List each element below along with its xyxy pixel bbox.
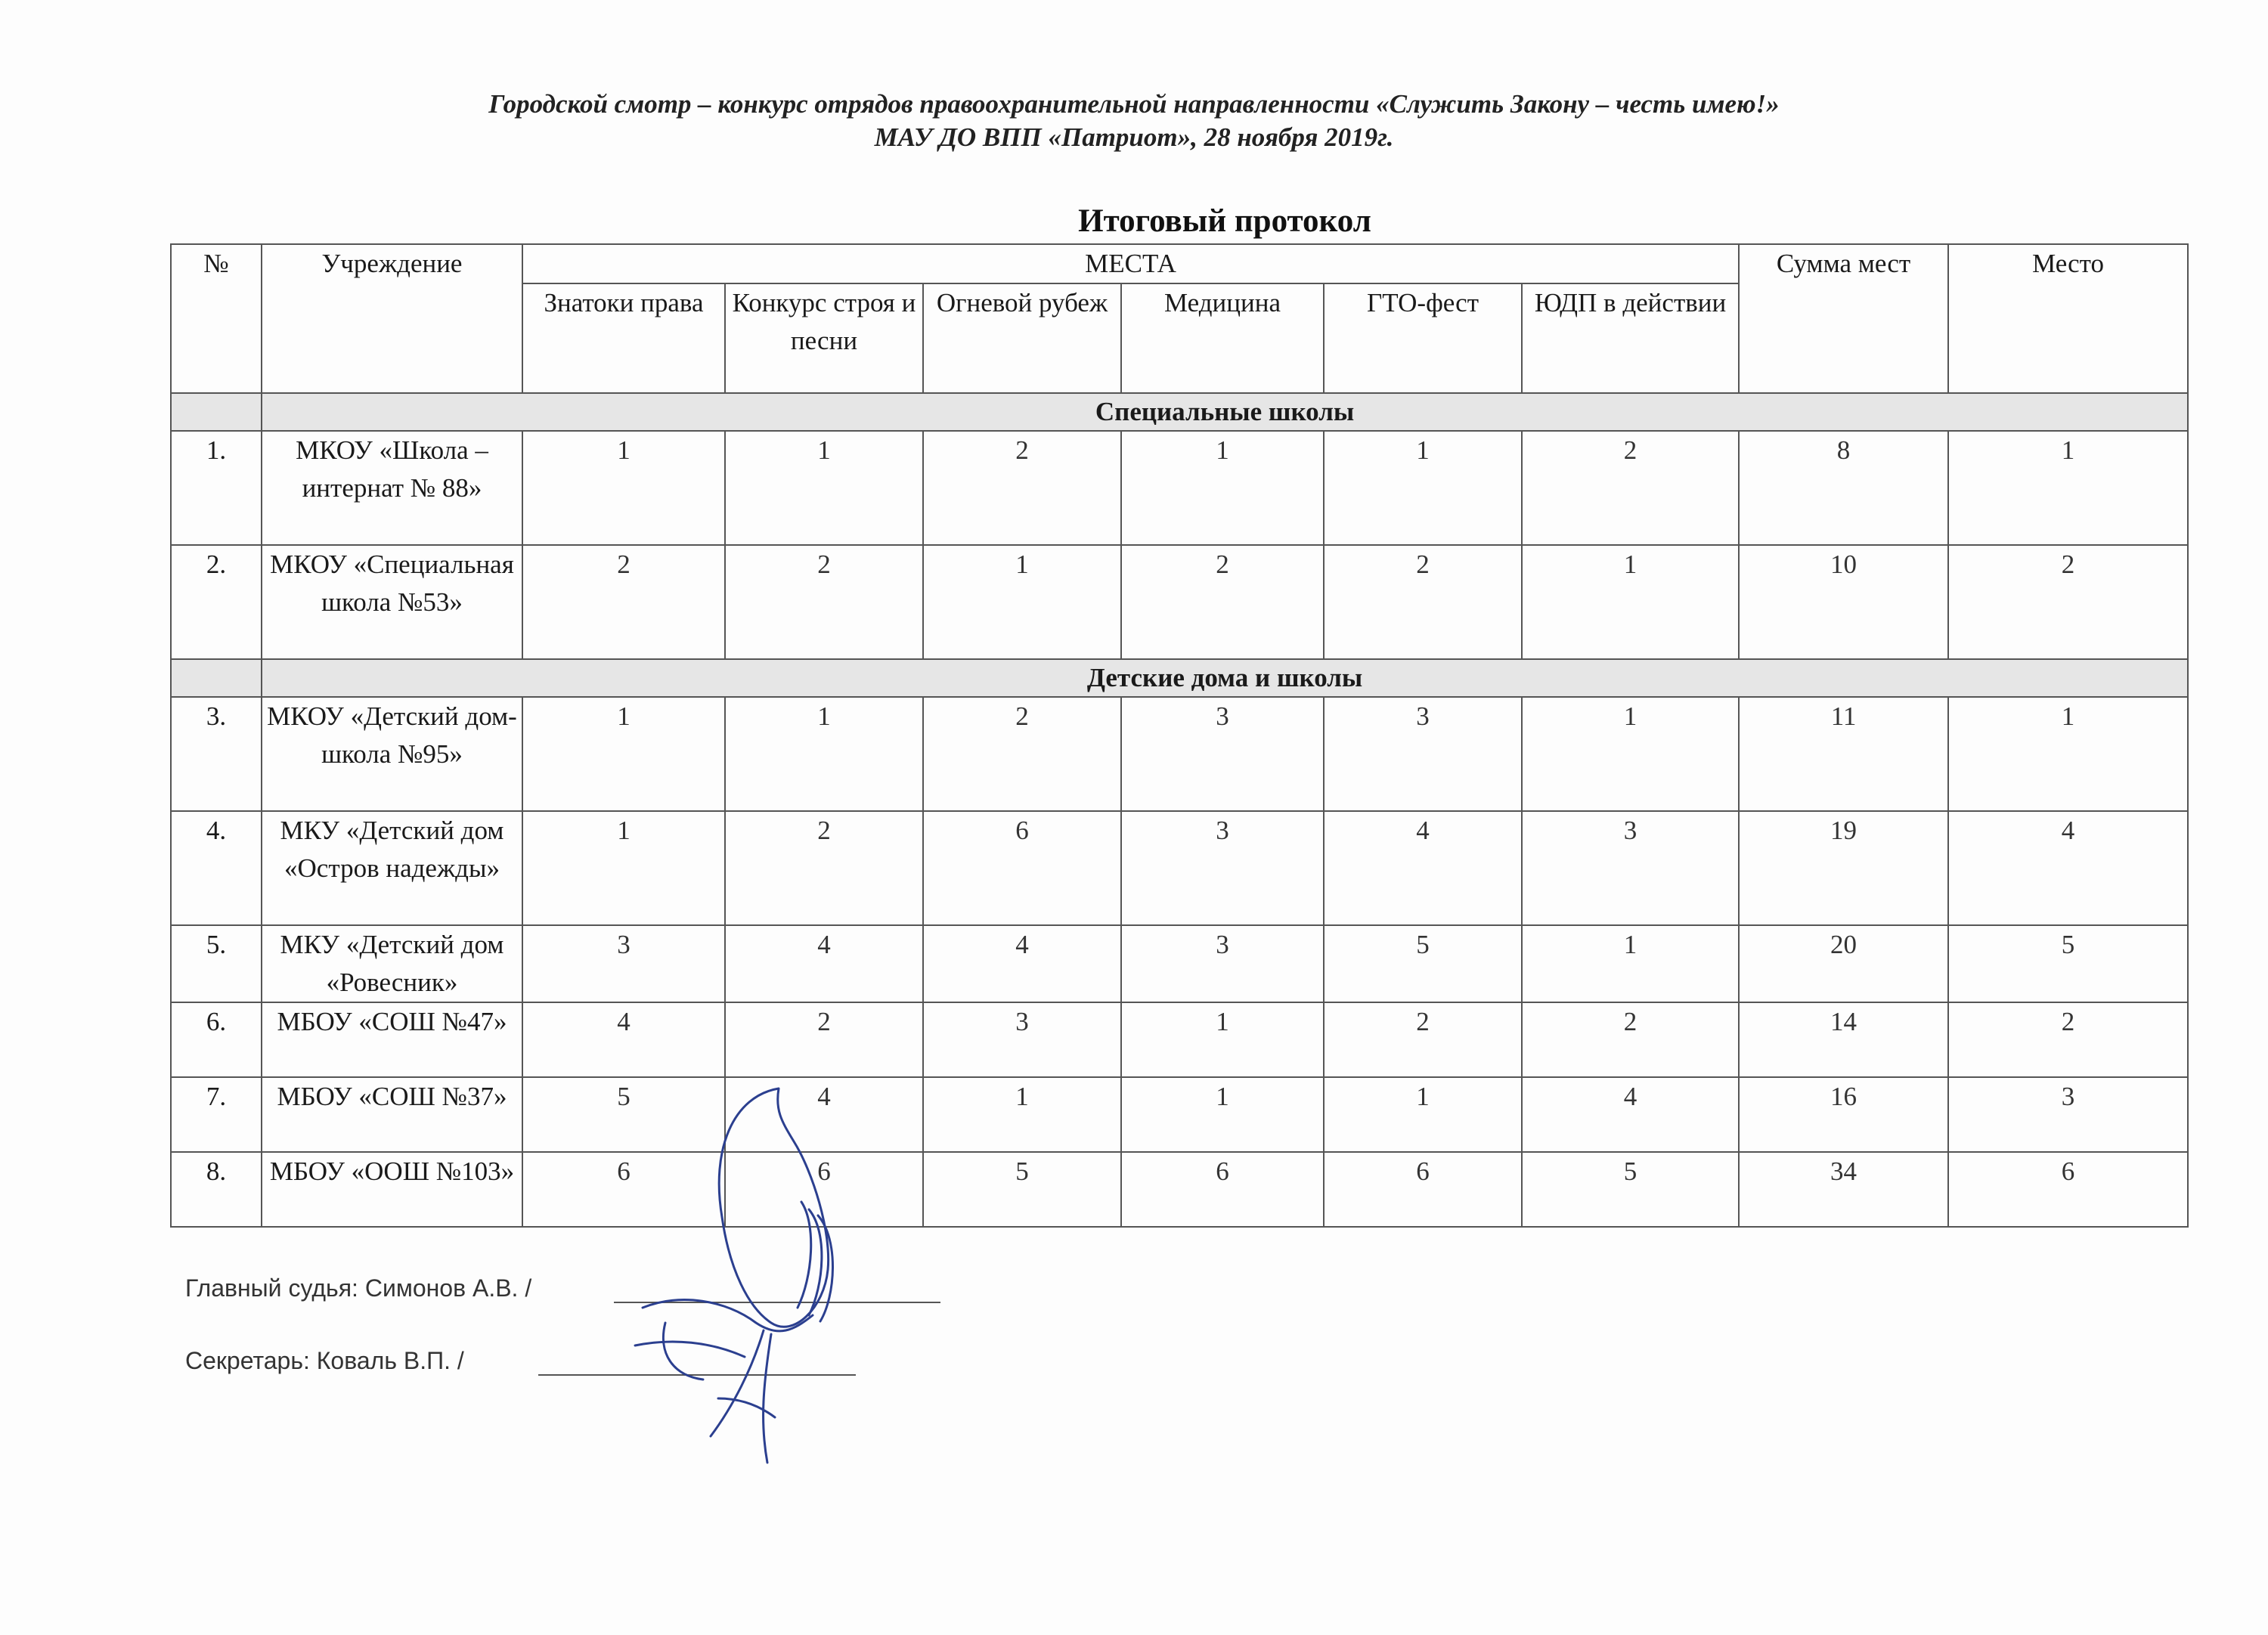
row-place: 3 <box>1948 1077 2188 1152</box>
header-category: Огневой рубеж <box>923 283 1121 393</box>
row-sum: 14 <box>1739 1002 1948 1077</box>
section-row <box>171 659 2188 697</box>
header-category: Медицина <box>1121 283 1324 393</box>
row-score: 1 <box>725 431 923 545</box>
table-row <box>171 925 2188 1002</box>
section-title: Специальные школы <box>262 393 2188 431</box>
section-spacer <box>171 393 262 431</box>
row-score: 6 <box>1121 1152 1324 1227</box>
row-institution: МБОУ «ООШ №103» <box>262 1152 522 1227</box>
row-score: 1 <box>1121 1077 1324 1152</box>
row-score: 1 <box>522 431 725 545</box>
row-place: 1 <box>1948 431 2188 545</box>
row-score: 3 <box>923 1002 1121 1077</box>
header-category: Конкурс строя и песни <box>725 283 923 393</box>
signature-stroke <box>635 1323 745 1380</box>
row-place: 2 <box>1948 1002 2188 1077</box>
row-sum: 34 <box>1739 1152 1948 1227</box>
row-score: 1 <box>1324 431 1522 545</box>
table-row <box>171 545 2188 659</box>
row-sum: 16 <box>1739 1077 1948 1152</box>
row-score: 4 <box>725 1077 923 1152</box>
row-score: 1 <box>923 545 1121 659</box>
header-sum: Сумма мест <box>1739 244 1948 393</box>
row-score: 4 <box>1522 1077 1739 1152</box>
row-score: 5 <box>1324 925 1522 1002</box>
row-score: 2 <box>725 811 923 925</box>
row-place: 5 <box>1948 925 2188 1002</box>
row-score: 1 <box>522 811 725 925</box>
row-score: 4 <box>725 925 923 1002</box>
row-sum: 10 <box>1739 545 1948 659</box>
row-place: 4 <box>1948 811 2188 925</box>
row-institution: МКОУ «Школа – интернат № 88» <box>262 431 522 545</box>
row-score: 2 <box>725 545 923 659</box>
row-score: 3 <box>1121 811 1324 925</box>
header-institution: Учреждение <box>262 244 522 393</box>
header-category: ГТО-фест <box>1324 283 1522 393</box>
row-score: 2 <box>1522 431 1739 545</box>
header-number: № <box>171 244 262 393</box>
row-score: 1 <box>1121 1002 1324 1077</box>
section-spacer <box>171 659 262 697</box>
row-score: 2 <box>923 431 1121 545</box>
row-number: 2. <box>171 545 262 659</box>
row-score: 2 <box>1324 545 1522 659</box>
row-score: 2 <box>1121 545 1324 659</box>
row-sum: 20 <box>1739 925 1948 1002</box>
row-score: 4 <box>923 925 1121 1002</box>
row-number: 3. <box>171 697 262 811</box>
table-row <box>171 1152 2188 1227</box>
row-institution: МКОУ «Детский дом-школа №95» <box>262 697 522 811</box>
row-score: 2 <box>522 545 725 659</box>
row-score: 3 <box>1121 697 1324 811</box>
header-line-2: МАУ ДО ВПП «Патриот», 28 ноября 2019г. <box>874 122 1394 152</box>
section-title: Детские дома и школы <box>262 659 2188 697</box>
row-place: 2 <box>1948 545 2188 659</box>
row-score: 3 <box>1522 811 1739 925</box>
results-table <box>170 243 2189 1228</box>
row-sum: 8 <box>1739 431 1948 545</box>
row-score: 5 <box>522 1077 725 1152</box>
row-score: 6 <box>923 811 1121 925</box>
row-number: 6. <box>171 1002 262 1077</box>
header-line-1: Городской смотр – конкурс отрядов правоохранительной направленности «Служить Закону – честь имею!» <box>488 89 1780 119</box>
row-score: 1 <box>1522 545 1739 659</box>
handwritten-signature <box>620 1081 937 1474</box>
row-score: 2 <box>1522 1002 1739 1077</box>
row-sum: 11 <box>1739 697 1948 811</box>
row-score: 3 <box>1121 925 1324 1002</box>
row-number: 5. <box>171 925 262 1002</box>
row-score: 6 <box>1324 1152 1522 1227</box>
header-place: Место <box>1948 244 2188 393</box>
row-score: 5 <box>1522 1152 1739 1227</box>
row-score: 4 <box>522 1002 725 1077</box>
row-score: 1 <box>923 1077 1121 1152</box>
row-score: 1 <box>1522 925 1739 1002</box>
row-number: 8. <box>171 1152 262 1227</box>
table-row <box>171 697 2188 811</box>
document-title: Итоговый протокол <box>1078 203 1371 239</box>
table-row <box>171 1002 2188 1077</box>
row-institution: МКУ «Детский дом «Остров надежды» <box>262 811 522 925</box>
row-score: 2 <box>923 697 1121 811</box>
row-score: 5 <box>923 1152 1121 1227</box>
row-number: 1. <box>171 431 262 545</box>
row-sum: 19 <box>1739 811 1948 925</box>
row-score: 3 <box>522 925 725 1002</box>
section-row <box>171 393 2188 431</box>
chief-judge-signature-line: Главный судья: Симонов А.В. / <box>185 1274 532 1302</box>
table-row <box>171 431 2188 545</box>
secretary-signature-line: Секретарь: Коваль В.П. / <box>185 1347 464 1374</box>
row-institution: МКУ «Детский дом «Ровесник» <box>262 925 522 1002</box>
row-score: 2 <box>725 1002 923 1077</box>
signature-stroke <box>711 1330 775 1463</box>
row-institution: МБОУ «СОШ №37» <box>262 1077 522 1152</box>
row-score: 6 <box>522 1152 725 1227</box>
row-score: 1 <box>1324 1077 1522 1152</box>
table-row <box>171 1077 2188 1152</box>
row-score: 1 <box>522 697 725 811</box>
table-row <box>171 811 2188 925</box>
row-place: 1 <box>1948 697 2188 811</box>
row-institution: МКОУ «Специальная школа №53» <box>262 545 522 659</box>
row-score: 1 <box>725 697 923 811</box>
row-score: 6 <box>725 1152 923 1227</box>
row-score: 1 <box>1522 697 1739 811</box>
header-category: ЮДП в действии <box>1522 283 1739 393</box>
row-score: 1 <box>1121 431 1324 545</box>
header-category: Знатоки права <box>522 283 725 393</box>
header-places-group: МЕСТА <box>522 244 1739 283</box>
row-place: 6 <box>1948 1152 2188 1227</box>
row-institution: МБОУ «СОШ №47» <box>262 1002 522 1077</box>
signature-stroke <box>719 1088 828 1327</box>
row-number: 4. <box>171 811 262 925</box>
row-score: 2 <box>1324 1002 1522 1077</box>
row-score: 3 <box>1324 697 1522 811</box>
row-score: 4 <box>1324 811 1522 925</box>
row-number: 7. <box>171 1077 262 1152</box>
